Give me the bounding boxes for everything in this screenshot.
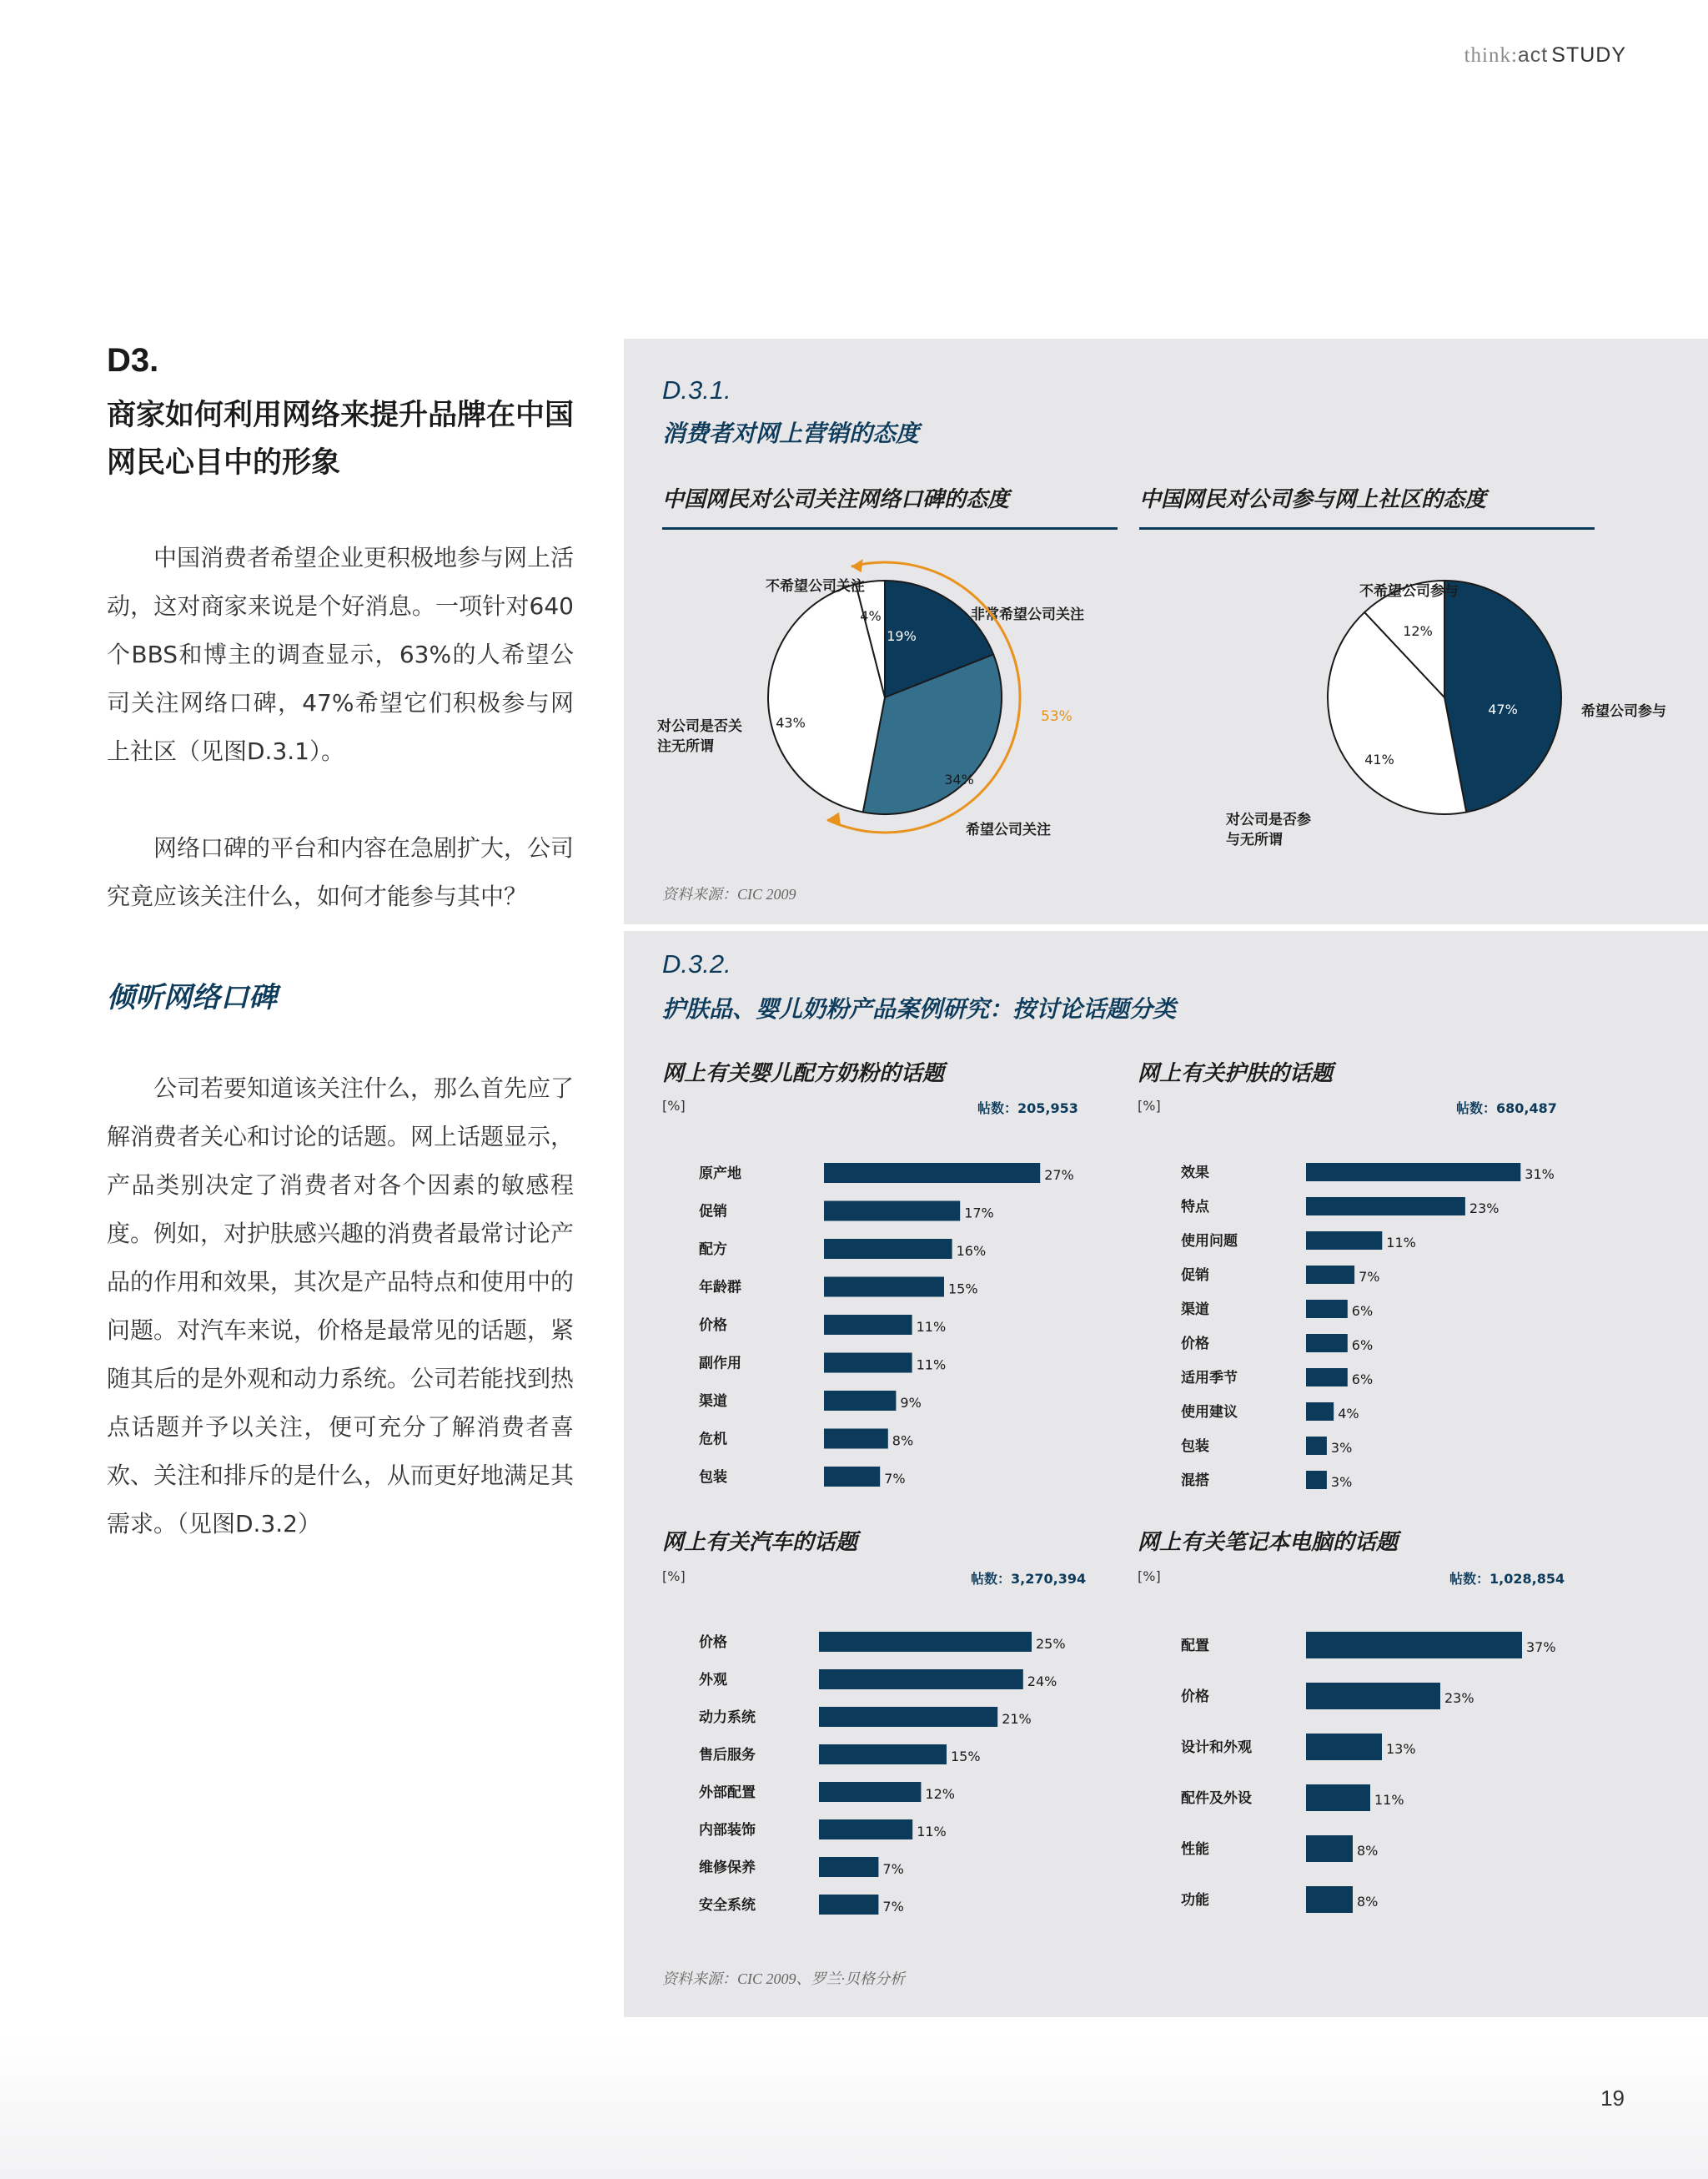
bar4-bar <box>1306 1784 1370 1811</box>
bar1-value: 15% <box>948 1281 978 1297</box>
bar2-bar <box>1306 1197 1465 1215</box>
bar4-category: 功能 <box>1181 1892 1209 1909</box>
bar4-value: 23% <box>1444 1690 1474 1706</box>
brand-think: think: <box>1464 44 1518 67</box>
bar3-bar <box>819 1707 997 1727</box>
page-background-fade <box>0 2036 1708 2179</box>
pie-chart-word-of-mouth <box>624 339 1141 924</box>
bar2-value: 3% <box>1330 1440 1353 1456</box>
bar3-bar <box>819 1744 947 1764</box>
bar1-bar <box>824 1353 912 1373</box>
bar4-title: 网上有关笔记本电脑的话题 <box>1138 1530 1399 1555</box>
pie2-label-0: 希望公司参与 <box>1581 703 1666 720</box>
subheading: 倾听网络口碑 <box>107 981 277 1014</box>
bar3-value: 21% <box>1002 1711 1032 1727</box>
bar2-category: 混搭 <box>1181 1472 1209 1489</box>
bar2-bar <box>1306 1300 1348 1318</box>
bar2-unit: [%] <box>1138 1098 1161 1114</box>
pie-chart-community <box>1141 339 1708 924</box>
bar4-unit: [%] <box>1138 1568 1161 1584</box>
bar3-title: 网上有关汽车的话题 <box>662 1530 858 1555</box>
bar4-bar <box>1306 1835 1353 1862</box>
bar1-bar <box>824 1277 944 1297</box>
bar2-category: 使用建议 <box>1181 1404 1238 1421</box>
pie2-label-1: 对公司是否参与无所谓 <box>1226 812 1311 848</box>
section-title: 商家如何利用网络来提升品牌在中国网民心目中的形象 <box>107 399 575 480</box>
bar3-category: 售后服务 <box>699 1747 756 1764</box>
bar1-bar <box>824 1163 1040 1183</box>
pie1-value-2: 43% <box>776 715 806 731</box>
bar3-category: 外观 <box>699 1672 727 1688</box>
bar3-value: 7% <box>882 1861 904 1877</box>
bar1-category: 配方 <box>699 1241 727 1258</box>
bar3-category: 安全系统 <box>699 1897 756 1914</box>
bar3-bar <box>819 1819 912 1839</box>
bar1-title: 网上有关婴儿配方奶粉的话题 <box>662 1061 945 1086</box>
bar4-bar <box>1306 1886 1353 1913</box>
body-paragraph: 公司若要知道该关注什么，那么首先应了解消费者关心和讨论的话题。网上话题显示，产品类别决定了消费者对各个因素的敏感程度。例如，对护肤感兴趣的消费者最常讨论产品的作用和效果，其次是产品特点和使用中的问题。对汽车来说，价格是最常见的话题，紧随其后的是外观和动力系统。公司若能找到热点话题并予以关注，便可充分了解消费者喜欢、关注和排斥的是什么，从而更好地满足其需求。（见图D.3.2） <box>107 1074 575 1537</box>
bar3-posts: 帖数：3,270,394 <box>971 1571 1087 1587</box>
bar4-value: 13% <box>1386 1741 1416 1757</box>
bar3-bar <box>819 1782 921 1802</box>
pie1-value-0: 19% <box>887 628 917 644</box>
bar1-bar <box>824 1239 952 1259</box>
bar2-value: 23% <box>1469 1200 1500 1216</box>
bar3-value: 15% <box>951 1749 981 1764</box>
bar1-category: 年龄群 <box>699 1279 741 1296</box>
bar2-category: 价格 <box>1181 1336 1209 1352</box>
bar2-value: 6% <box>1351 1303 1374 1319</box>
bar1-value: 8% <box>892 1432 914 1449</box>
pie1-label-1: 希望公司关注 <box>966 822 1051 838</box>
bar3-value: 7% <box>882 1899 904 1915</box>
bar1-category: 副作用 <box>699 1355 741 1372</box>
bar3-value: 24% <box>1027 1673 1057 1689</box>
bar4-value: 11% <box>1374 1792 1404 1808</box>
pie1-label-0: 非常希望公司关注 <box>971 606 1084 623</box>
figure-number: D.3.2. <box>662 949 731 979</box>
figure-title: 消费者对网上营销的态度 <box>662 420 920 447</box>
bar1-value: 9% <box>900 1395 922 1411</box>
bar3-category: 外部配置 <box>699 1784 756 1801</box>
intro-text <box>107 534 574 921</box>
bar4-category: 配件及外设 <box>1181 1790 1252 1807</box>
pie2-title: 中国网民对公司参与网上社区的态度 <box>1139 487 1487 512</box>
bar1-category: 危机 <box>699 1431 727 1448</box>
bar1-bar <box>824 1467 880 1487</box>
intro-paragraph-2: 网络口碑的平台和内容在急剧扩大，公司究竟应该关注什么，如何才能参与其中？ <box>107 834 575 910</box>
bar1-value: 16% <box>956 1243 987 1259</box>
bar3-category: 价格 <box>699 1634 727 1651</box>
bar4-value: 37% <box>1526 1639 1556 1655</box>
pie1-arrow-start <box>851 559 863 572</box>
section-number: D3. <box>107 342 159 379</box>
bar1-bar <box>824 1429 888 1449</box>
page-number: 19 <box>1600 2086 1625 2111</box>
bar2-bar <box>1306 1266 1354 1284</box>
pie2-label-2: 不希望公司参与 <box>1359 583 1459 600</box>
bar4-category: 设计和外观 <box>1181 1739 1252 1756</box>
bar2-category: 使用问题 <box>1181 1233 1238 1250</box>
bar3-bar <box>819 1895 878 1915</box>
bar2-bar <box>1306 1471 1327 1489</box>
bar4-category: 价格 <box>1181 1688 1209 1705</box>
body-text <box>107 1064 574 1548</box>
bar1-bar <box>824 1391 896 1411</box>
bar3-category: 维修保养 <box>699 1859 756 1876</box>
bar4-bar <box>1306 1734 1382 1760</box>
figure-source: 资料来源：CIC 2009、罗兰·贝格分析 <box>662 1970 906 1987</box>
pie1-value-3: 4% <box>860 608 882 624</box>
bar2-category: 适用季节 <box>1181 1370 1238 1386</box>
bar2-bar <box>1306 1402 1334 1421</box>
bar4-category: 配置 <box>1181 1638 1209 1654</box>
pie1-title: 中国网民对公司关注网络口碑的态度 <box>662 487 1010 512</box>
figure-d31-panel <box>624 339 1708 924</box>
bar2-category: 促销 <box>1181 1267 1209 1284</box>
bar1-posts: 帖数：205,953 <box>977 1100 1078 1116</box>
bar2-value: 6% <box>1351 1337 1374 1353</box>
bar3-value: 11% <box>917 1824 947 1839</box>
bar2-value: 3% <box>1330 1474 1353 1490</box>
figure-number: D.3.1. <box>662 375 731 405</box>
bar3-value: 25% <box>1036 1636 1066 1652</box>
bar4-bar <box>1306 1632 1522 1658</box>
bar3-bar <box>819 1669 1023 1689</box>
bar2-category: 渠道 <box>1181 1301 1209 1318</box>
bar1-bar <box>824 1201 960 1221</box>
brand-logo <box>1464 43 1626 68</box>
bar1-category: 促销 <box>699 1203 727 1220</box>
bar1-category: 原产地 <box>699 1165 741 1182</box>
pie2-value-1: 41% <box>1364 752 1394 767</box>
bar2-value: 6% <box>1351 1371 1374 1387</box>
brand-study: STUDY <box>1551 43 1626 67</box>
bar1-category: 渠道 <box>699 1393 727 1410</box>
pie1-label-3: 不希望公司关注 <box>766 578 865 595</box>
brand-act: act <box>1517 43 1549 67</box>
bar2-bar <box>1306 1437 1327 1455</box>
bar2-bar <box>1306 1231 1382 1250</box>
bar2-bar <box>1306 1163 1520 1181</box>
bar4-value: 8% <box>1357 1894 1379 1910</box>
bar1-value: 11% <box>916 1319 947 1335</box>
pie2-slice-0 <box>1444 581 1561 813</box>
bar3-bar <box>819 1632 1032 1652</box>
bar4-bar <box>1306 1683 1440 1709</box>
bar1-unit: [%] <box>662 1098 686 1114</box>
bar2-category: 包装 <box>1181 1438 1209 1455</box>
bar2-value: 4% <box>1338 1406 1359 1422</box>
bar3-category: 动力系统 <box>699 1709 756 1726</box>
bar2-posts: 帖数：680,487 <box>1456 1100 1557 1116</box>
bar2-value: 7% <box>1359 1269 1380 1285</box>
bar4-posts: 帖数：1,028,854 <box>1449 1571 1565 1587</box>
pie2-value-2: 12% <box>1403 623 1433 639</box>
topic-bar-charts <box>624 931 1708 2017</box>
figure-d32-panel <box>624 931 1708 2017</box>
bar1-value: 17% <box>964 1205 994 1221</box>
figure-source: 资料来源：CIC 2009 <box>662 886 796 903</box>
bar1-value: 27% <box>1044 1167 1074 1183</box>
bar1-category: 包装 <box>699 1469 727 1486</box>
bar2-category: 效果 <box>1181 1165 1209 1181</box>
bar4-category: 性能 <box>1181 1841 1209 1858</box>
intro-paragraph-1: 中国消费者希望企业更积极地参与网上活动，这对商家来说是个好消息。一项针对640个BBS和博主的调查显示，63%的人希望公司关注网络口碑，47%希望它们积极参与网上社区（见图D.3.1）。 <box>107 544 575 765</box>
bar2-value: 11% <box>1386 1235 1416 1251</box>
bar1-value: 11% <box>916 1356 947 1373</box>
bar3-category: 内部装饰 <box>699 1822 756 1839</box>
bar3-bar <box>819 1857 878 1877</box>
bar2-bar <box>1306 1334 1348 1352</box>
pie1-annotation: 53% <box>1041 708 1073 725</box>
pie1-value-1: 34% <box>944 772 974 788</box>
bar2-title: 网上有关护肤的话题 <box>1138 1061 1334 1086</box>
bar2-value: 31% <box>1525 1166 1555 1182</box>
figure-title: 护肤品、婴儿奶粉产品案例研究：按讨论话题分类 <box>662 995 1177 1023</box>
bar4-value: 8% <box>1357 1843 1379 1859</box>
bar1-value: 7% <box>884 1471 906 1487</box>
pie2-value-0: 47% <box>1488 702 1518 717</box>
bar2-category: 特点 <box>1181 1199 1209 1215</box>
bar3-unit: [%] <box>662 1568 686 1584</box>
bar1-category: 价格 <box>699 1317 727 1334</box>
pie1-label-2: 对公司是否关注无所谓 <box>657 718 742 755</box>
bar1-bar <box>824 1315 912 1335</box>
bar2-bar <box>1306 1368 1348 1386</box>
bar3-value: 12% <box>925 1786 955 1802</box>
